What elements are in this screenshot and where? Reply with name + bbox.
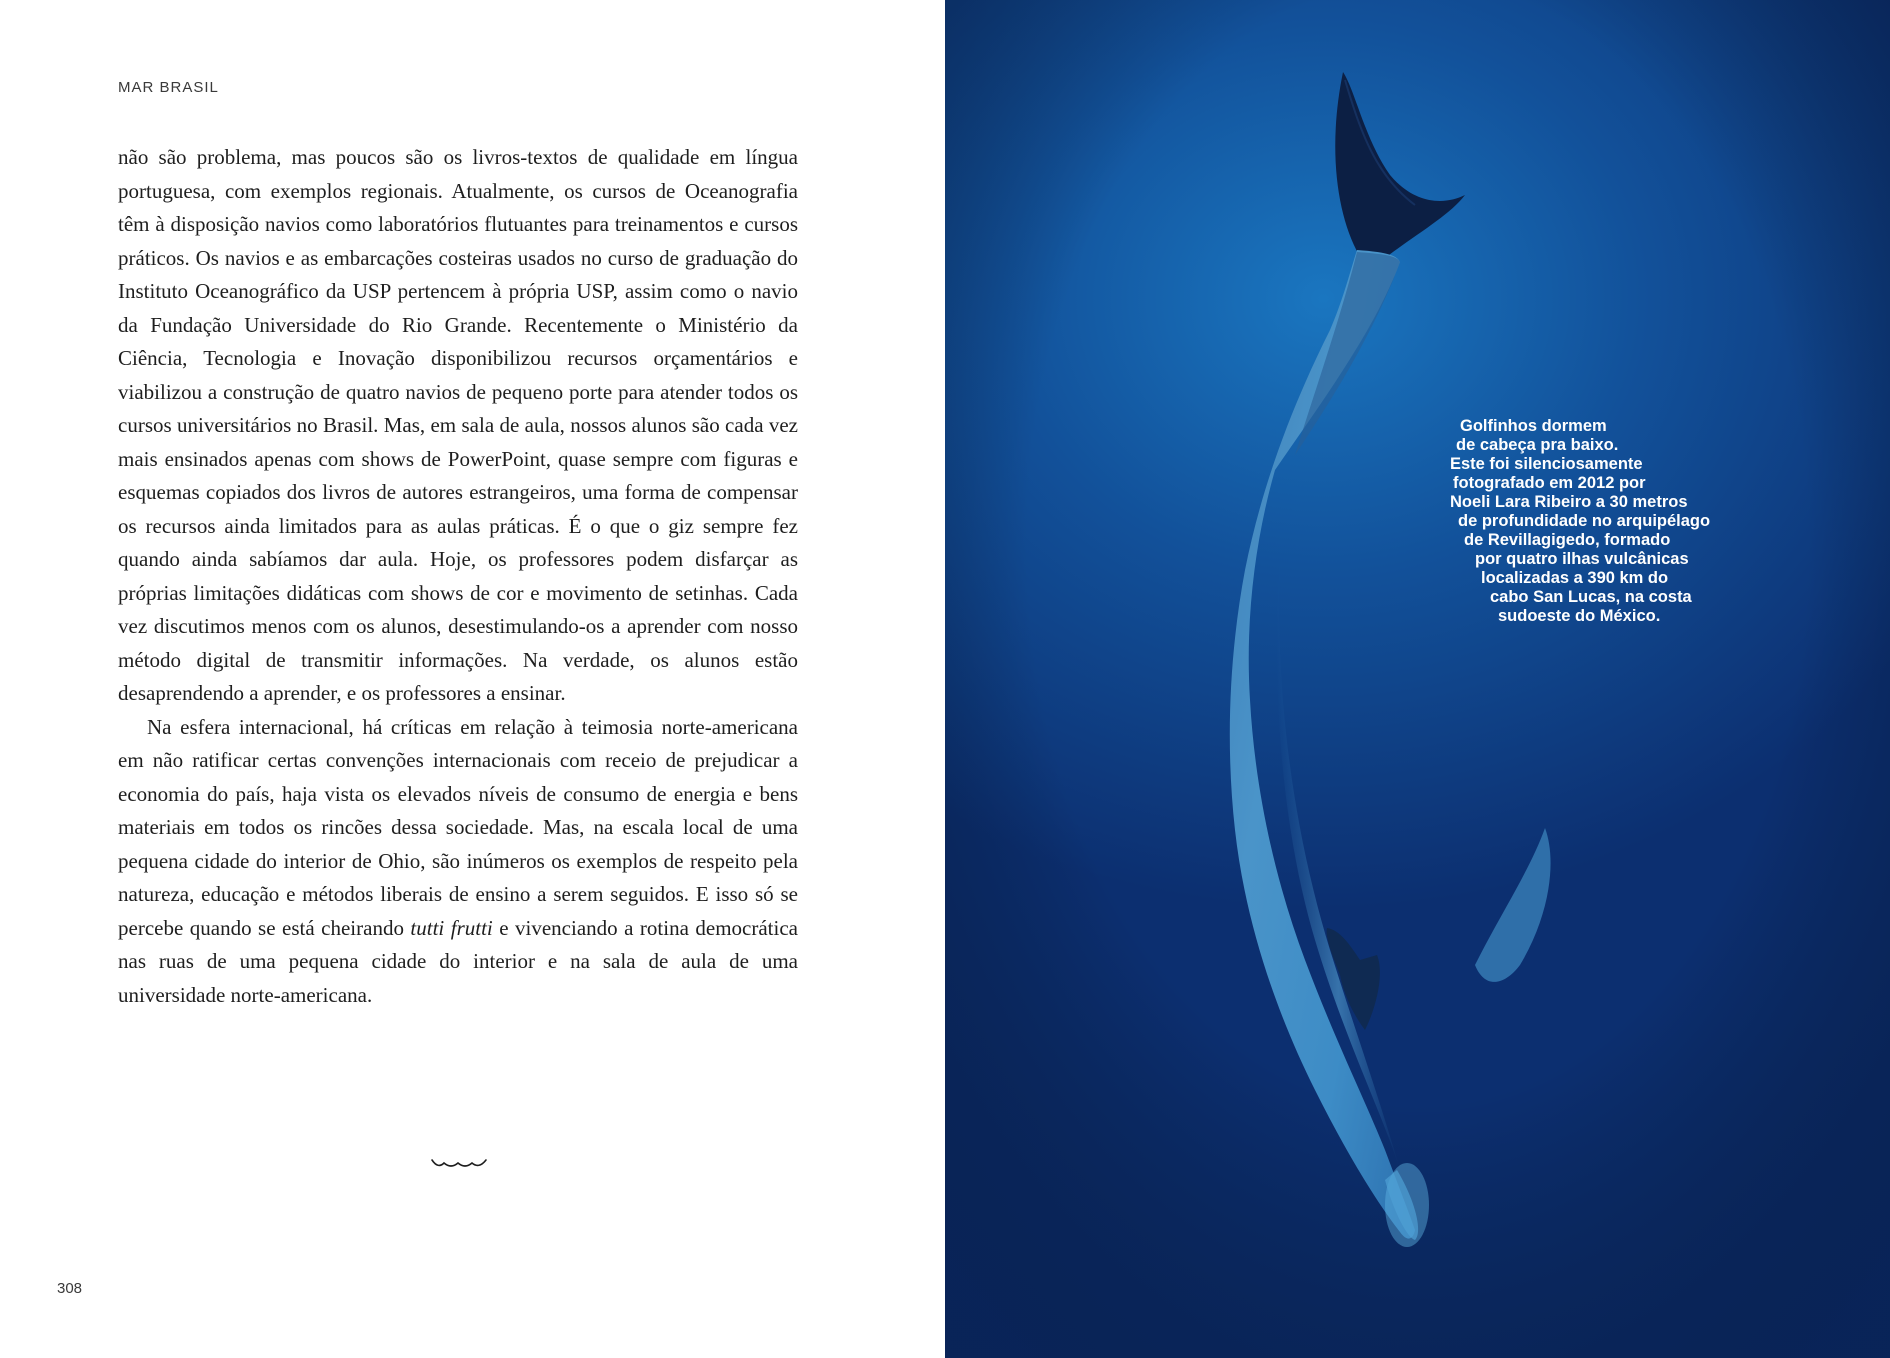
paragraph-2-text-end: e vivenciando a rotina democrática nas ruas de uma pequena cidade do interior e na sala de aula de uma universidade norte-americana.: [118, 915, 798, 1007]
page-number: 308: [57, 1280, 83, 1297]
caption-line: cabo San Lucas, na costa: [1490, 588, 1692, 606]
caption-line: de profundidade no arquipélago: [1458, 512, 1711, 530]
italic-phrase: tutti frutti: [410, 915, 493, 940]
caption-line: Este foi silenciosamente: [1450, 455, 1643, 473]
paragraph-2: [118, 711, 798, 1013]
body-text: [118, 141, 798, 1012]
paragraph-1: não são problema, mas poucos são os livros-textos de qualidade em língua portuguesa, com exemplos regionais. Atualmente, os cursos de Oceanografia têm à disposição navios como laboratórios flutuantes para treinamentos e cursos práticos. Os navios e as embarcações costeiras usados no curso de graduação do Instituto Oceanográfico da USP pertencem à própria USP, assim como o navio da Fundação Universidade do Rio Grande. Recentemente o Ministério da Ciência, Tecnologia e Inovação disponibilizou recursos orçamentários e viabilizou a construção de quatro navios de pequeno porte para atender todos os cursos universitários no Brasil. Mas, em sala de aula, nossos alunos são cada vez mais ensinados apenas com shows de PowerPoint, quase sempre com figuras e esquemas copiados dos livros de autores estrangeiros, uma forma de compensar os recursos ainda limitados para as aulas práticas. É o que o giz sempre fez quando ainda sabíamos dar aula. Hoje, os professores podem disfarçar as próprias limitações didáticas com shows de cor e movimento de setinhas. Cada vez discutimos menos com os alunos, desestimulando-os a aprender com nosso método digital de transmitir informações. Na verdade, os alunos estão desaprendendo a aprender, e os professores a ensinar.: [118, 145, 798, 705]
photo-page: [945, 0, 1890, 1358]
caption-line: sudoeste do México.: [1498, 607, 1661, 625]
caption-line: Noeli Lara Ribeiro a 30 metros: [1450, 493, 1688, 511]
caption-line: de Revillagigedo, formado: [1464, 531, 1671, 549]
wave-ornament-icon: [430, 1155, 488, 1171]
photo-caption: [1450, 417, 1770, 626]
caption-line: Golfinhos dormem: [1460, 417, 1607, 435]
caption-line: de cabeça pra baixo.: [1456, 436, 1619, 454]
paragraph-2-text: Na esfera internacional, há críticas em relação à teimosia norte-americana em não ratificar certas convenções internacionais com receio de prejudicar a economia do país, haja vista os elevados níveis de consumo de energia e bens materiais em todos os rincões dessa sociedade. Mas, na escala local de uma pequena cidade do interior de Ohio, são inúmeros os exemplos de respeito pela natureza, educação e métodos liberais de ensino a serem seguidos. E isso só se percebe quando se está cheirando: [118, 714, 798, 940]
dolphin-photo: [945, 0, 1890, 1358]
caption-line: fotografado em 2012 por: [1453, 474, 1646, 492]
caption-line: localizadas a 390 km do: [1481, 569, 1669, 587]
caption-line: por quatro ilhas vulcânicas: [1475, 550, 1689, 568]
running-head: MAR BRASIL: [118, 79, 219, 96]
